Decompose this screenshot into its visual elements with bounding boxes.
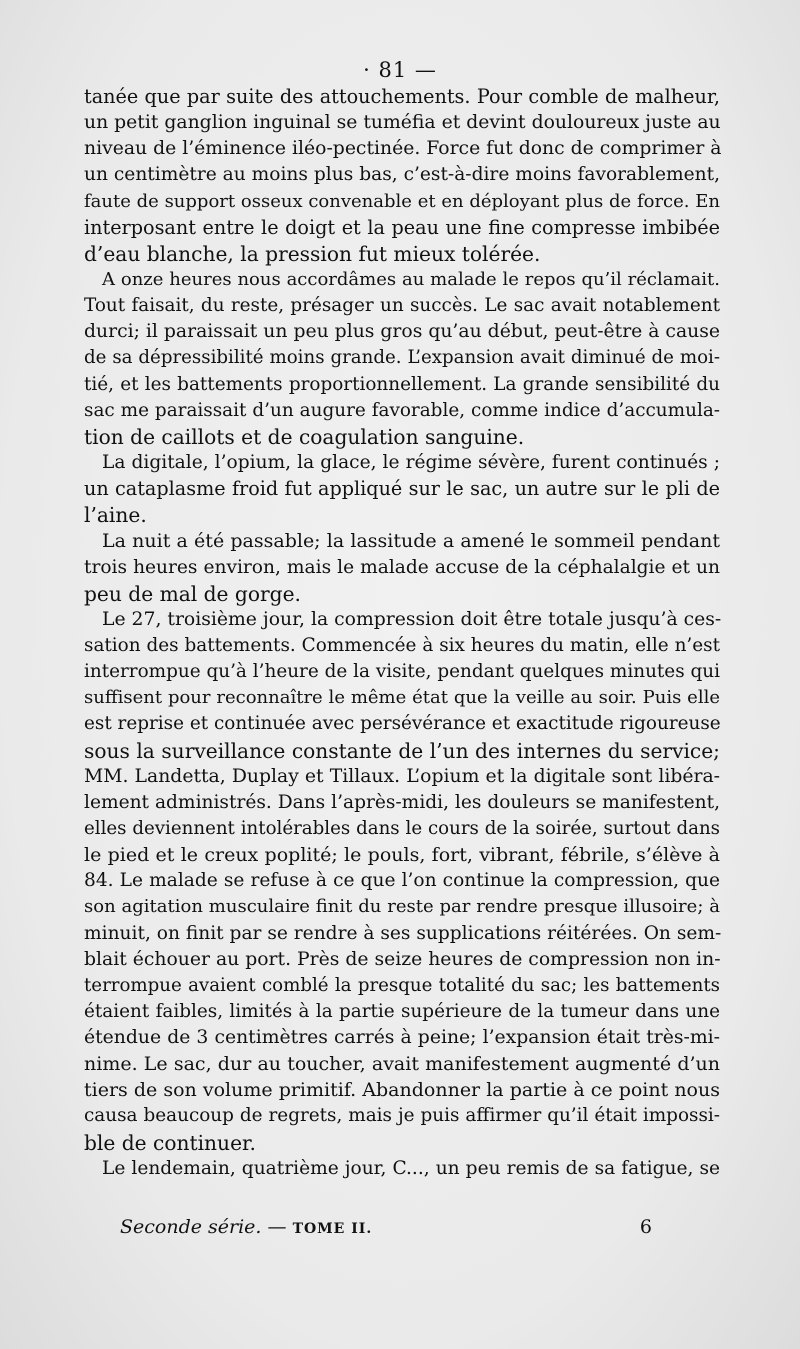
text-line: le pied et le creux poplité; le pouls, fort, vibrant, fébrile, s’élève à	[84, 844, 720, 867]
text-line: ble de continuer.	[84, 1130, 256, 1155]
tome-label: TOME II.	[292, 1221, 373, 1237]
text-line: interposant entre le doigt et la peau une fine compresse imbibée	[84, 215, 720, 239]
text-line: son agitation musculaire finit du reste par rendre presque illusoire; à	[84, 896, 720, 918]
text-line: tanée que par suite des attouchements. Pour comble de malheur,	[84, 85, 720, 108]
text-line: durci; il paraissait un peu plus gros qu’au début, peut-être à cause	[84, 321, 720, 343]
text-line: tiers de son volume primitif. Abandonner la partie à ce point nous	[84, 1079, 720, 1102]
text-line: blait échouer au port. Près de seize heures de compression non in-	[84, 948, 721, 970]
text-line: tion de caillots et de coagulation sanguine.	[84, 424, 525, 449]
text-line: est reprise et continuée avec persévérance et exactitude rigoureuse	[84, 713, 721, 735]
text-line: un centimètre au moins plus bas, c’est-à-dire moins favorablement,	[84, 164, 720, 186]
text-line: Tout faisait, du reste, présager un succès. Le sac avait notablement	[84, 295, 720, 317]
text-line: peu de mal de gorge.	[84, 581, 301, 606]
signature-mark	[120, 1216, 372, 1238]
text-line: La digitale, l’opium, la glace, le régime sévère, furent continués ;	[102, 451, 720, 473]
text-line: étaient faibles, limités à la partie supérieure de la tumeur dans une	[84, 1000, 720, 1022]
text-line: elles deviennent intolérables dans le cours de la soirée, surtout dans	[84, 817, 720, 839]
text-line: un petit ganglion inguinal se tuméfia et devint douloureux juste au	[84, 112, 721, 134]
text-line: tié, et les battements proportionnellement. La grande sensibilité du	[84, 373, 720, 395]
text-line: suffisent pour reconnaître le même état que la veille au soir. Puis elle	[84, 687, 720, 709]
text-line: Le lendemain, quatrième jour, C..., un peu remis de sa fatigue, se	[102, 1157, 720, 1179]
text-line: minuit, on finit par se rendre à ses supplications réitérées. On sem-	[84, 922, 722, 944]
text-line: lement administrés. Dans l’après-midi, les douleurs se manifestent,	[84, 791, 721, 813]
text-line: MM. Landetta, Duplay et Tillaux. L’opium et la digitale sont libéra-	[84, 765, 720, 787]
text-line: niveau de l’éminence iléo-pectinée. Force fut donc de comprimer à	[84, 138, 722, 160]
text-line: terrompue avaient comblé la presque totalité du sac; les battements	[84, 974, 720, 996]
text-line: nime. Le sac, dur au toucher, avait manifestement augmenté d’un	[84, 1053, 720, 1076]
page-footer	[84, 1216, 720, 1246]
text-line: A onze heures nous accordâmes au malade le repos qu’il réclamait.	[102, 268, 720, 290]
text-line: faute de support osseux convenable et en déployant plus de force. En	[84, 190, 720, 212]
text-line: causa beaucoup de regrets, mais je puis affirmer qu’il était impossi-	[84, 1105, 720, 1127]
text-line: sation des battements. Commencée à six heures du matin, elle n’est	[84, 634, 720, 656]
page-number-header: · 81 —	[363, 58, 437, 82]
text-line: interrompue qu’à l’heure de la visite, pendant quelques minutes qui	[84, 661, 720, 683]
text-line: d’eau blanche, la pression fut mieux tolérée.	[84, 241, 541, 266]
text-line: 84. Le malade se refuse à ce que l’on continue la compression, que	[84, 870, 720, 892]
text-line: de sa dépressibilité moins grande. L’expansion avait diminué de moi-	[84, 347, 720, 369]
text-line: étendue de 3 centimètres carrés à peine; l’expansion était très-mi-	[84, 1027, 720, 1049]
text-line: sac me paraissait d’un augure favorable, comme indice d’accumula-	[84, 399, 720, 421]
text-line: l’aine.	[84, 503, 147, 528]
text-line: sous la surveillance constante de l’un des internes du service;	[84, 738, 720, 763]
sheet-number: 6	[639, 1216, 652, 1238]
text-line: La nuit a été passable; la lassitude a amené le sommeil pendant	[102, 530, 720, 553]
series-label: Seconde série. —	[120, 1216, 287, 1238]
text-line: un cataplasme froid fut appliqué sur le sac, un autre sur le pli de	[84, 477, 720, 501]
text-line: trois heures environ, mais le malade accuse de la céphalalgie et un	[84, 556, 720, 578]
body-text	[84, 84, 720, 1182]
text-line: Le 27, troisième jour, la compression doit être totale jusqu’à ces-	[102, 608, 722, 630]
